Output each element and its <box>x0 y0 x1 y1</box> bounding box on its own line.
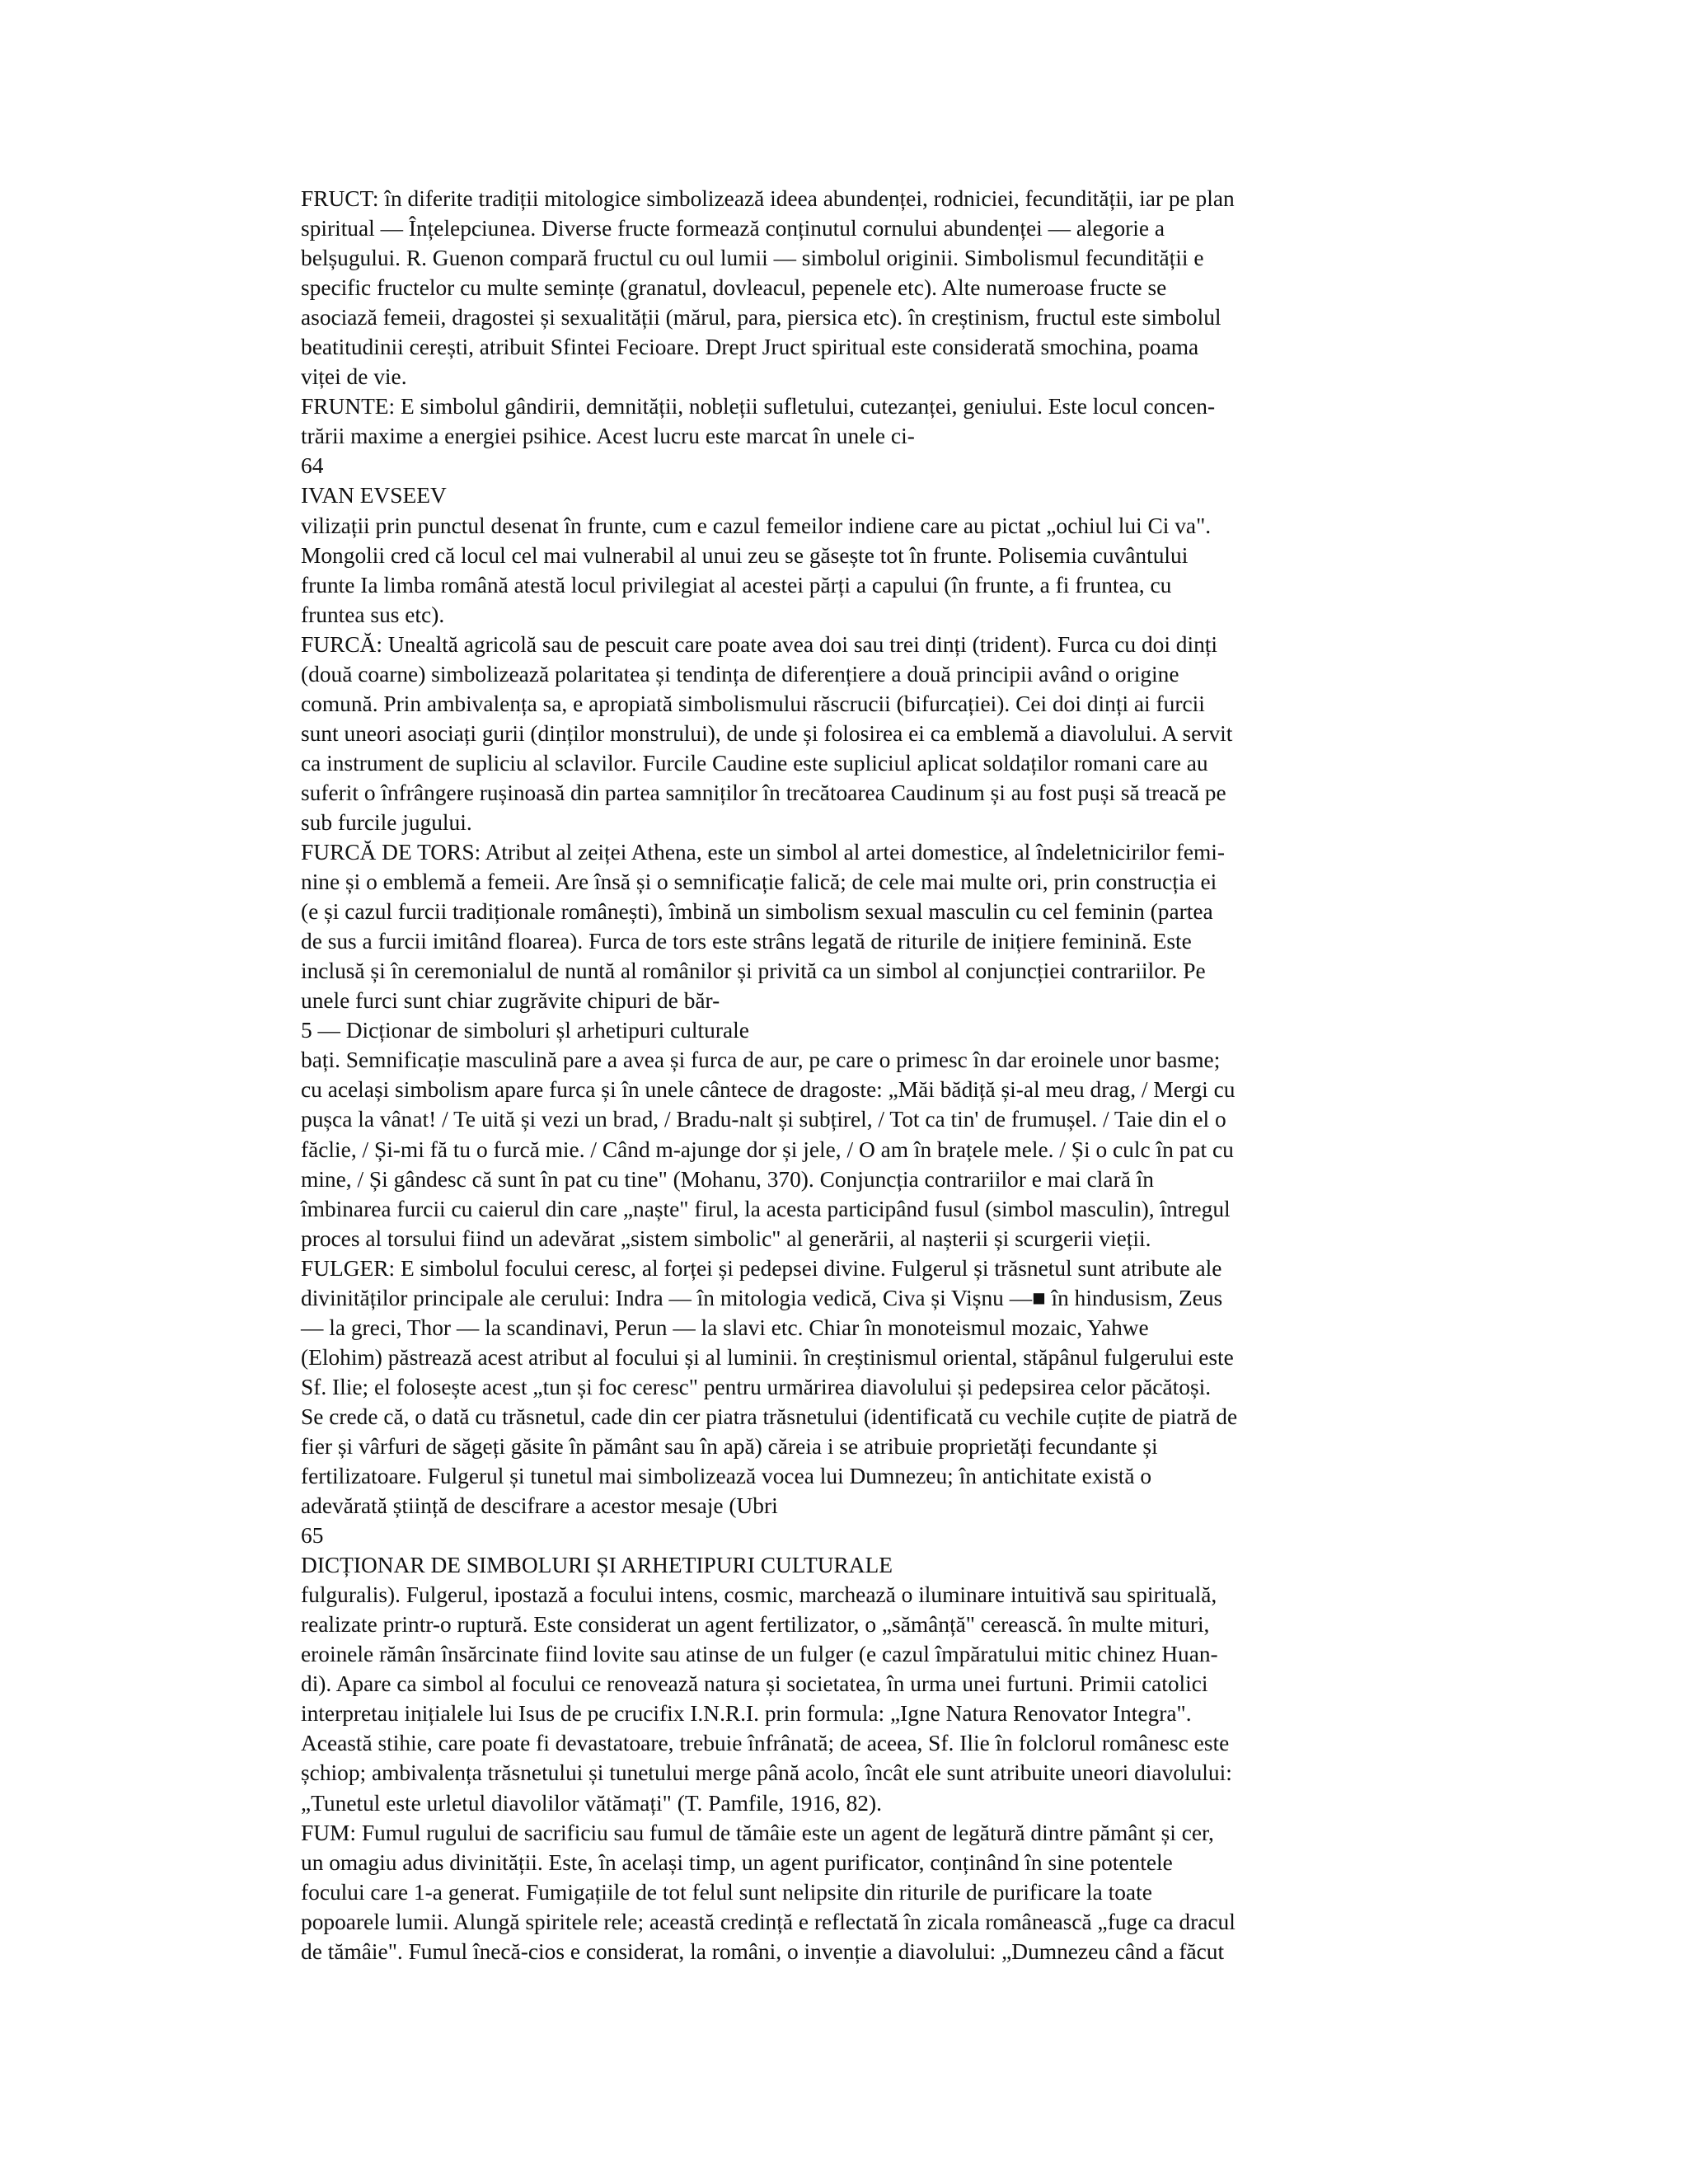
text-line: Sf. Ilie; el folosește acest „tun și foc ceresc" pentru urmărirea diavolului și pedepsirea celor păcătoși. <box>301 1374 1212 1399</box>
text-line: Se crede că, o dată cu trăsnetul, cade din cer piatra trăsnetului (identificată cu vechile cuțite de piatră de <box>301 1404 1238 1429</box>
text-line: vilizații prin punctul desenat în frunte, cum e cazul femeilor indiene care au pictat „ochiul lui Ci va". <box>301 513 1212 538</box>
text-line: popoarele lumii. Alungă spiritele rele; această credință e reflectată în zicala românească „fuge ca dracul <box>301 1909 1236 1934</box>
text-line: realizate printr-o ruptură. Este considerat un agent fertilizator, o „sămânță" cerească. în multe mituri, <box>301 1612 1210 1638</box>
text-line: comună. Prin ambivalența sa, e apropiată simbolismului răscrucii (bifurcației). Cei doi dinți ai furcii <box>301 691 1205 716</box>
text-line: (e și cazul furcii tradiționale românești), îmbină un simbolism sexual masculin cu cel feminin (partea <box>301 899 1213 925</box>
text-line: viței de vie. <box>301 364 407 390</box>
text-line: (Elohim) păstrează acest atribut al focului și al luminii. în creștinismul oriental, stăpânul fulgerului este <box>301 1344 1234 1370</box>
text-line: 65 <box>301 1523 324 1549</box>
text-line: FULGER: E simbolul focului ceresc, al forței și pedepsei divine. Fulgerul și trăsnetul sunt atribute ale <box>301 1255 1222 1281</box>
text-line: — la greci, Thor — la scandinavi, Perun — la slavi etc. Chiar în monoteismul mozaic, Yahwe <box>301 1315 1149 1340</box>
text-line: făclie, / Și-mi fă tu o furcă mie. / Când m-ajunge dor și jele, / O am în brațele mele. / Și o culc în pat cu <box>301 1137 1234 1162</box>
text-line: fertilizatoare. Fulgerul și tunetul mai simbolizează vocea lui Dumnezeu; în antichitate există o <box>301 1464 1152 1489</box>
text-line: „Tunetul este urletul diavolilor vătămați" (T. Pamfile, 1916, 82). <box>301 1790 882 1816</box>
document-page <box>301 184 1372 1966</box>
text-line: 64 <box>301 453 324 479</box>
text-line: trării maxime a energiei psihice. Acest lucru este marcat în unele ci- <box>301 424 915 449</box>
text-line: sub furcile jugului. <box>301 809 472 835</box>
text-line: adevărată știință de descifrare a acestor mesaje (Ubri <box>301 1493 778 1519</box>
text-line: inclusă și în ceremonialul de nuntă al românilor și privită ca un simbol al conjuncției contrariilor. Pe <box>301 958 1206 984</box>
text-line: belșugului. R. Guenon compară fructul cu oul lumii — simbolul originii. Simbolismul fecundității e <box>301 246 1204 271</box>
text-line: șchiop; ambivalența trăsnetului și tunetului merge până acolo, încât ele sunt atribuite uneori diavolului: <box>301 1760 1232 1786</box>
text-line: suferit o înfrângere rușinoasă din partea samniților în trecătoarea Caudinum și au fost puși să treacă pe <box>301 780 1226 805</box>
text-line: unele furci sunt chiar zugrăvite chipuri de băr- <box>301 988 720 1014</box>
text-line: spiritual — Înțelepciunea. Diverse fructe formează conținutul cornului abundenței — alegorie a <box>301 216 1165 241</box>
text-line: Mongolii cred că locul cel mai vulnerabil al unui zeu se găsește tot în frunte. Polisemia cuvântului <box>301 542 1189 568</box>
text-line: nine și o emblemă a femeii. Are însă și o semnificație falică; de cele mai multe ori, prin construcția ei <box>301 869 1217 895</box>
text-line: 5 — Dicționar de simboluri șl arhetipuri culturale <box>301 1018 749 1043</box>
text-line: fulguralis). Fulgerul, ipostază a focului intens, cosmic, marchează o iluminare intuitivă sau spirituală, <box>301 1582 1217 1608</box>
text-line: beatitudinii cerești, atribuit Sfintei Fecioare. Drept Jruct spiritual este considerată smochina, poama <box>301 335 1199 360</box>
text-line: ca instrument de supliciu al sclavilor. Furcile Caudine este supliciul aplicat soldaților romani care au <box>301 750 1208 776</box>
text-line: specific fructelor cu multe semințe (granatul, dovleacul, pepenele etc). Alte numeroase fructe se <box>301 275 1167 301</box>
text-line: di). Apare ca simbol al focului ce renovează natura și societatea, în urma unei furtuni. Primii catolici <box>301 1671 1208 1697</box>
text-line: fruntea sus etc). <box>301 602 445 627</box>
text-line: FRUCT: în diferite tradiții mitologice simbolizează ideea abundenței, rodniciei, fecundității, iar pe plan <box>301 186 1235 211</box>
text-line: FURCĂ DE TORS: Atribut al zeiței Athena, este un simbol al artei domestice, al îndeletnicirilor femi- <box>301 840 1226 865</box>
text-line: interpretau inițialele lui Isus de pe crucifix I.N.R.I. prin formula: „Igne Natura Renovator Integra". <box>301 1701 1192 1727</box>
text-line: un omagiu adus divinității. Este, în același timp, un agent purificator, conținând în sine potentele <box>301 1849 1173 1875</box>
text-line: bați. Semnificație masculină pare a avea și furca de aur, pe care o primesc în dar eroinele unor basme; <box>301 1047 1221 1073</box>
text-line: FUM: Fumul rugului de sacrificiu sau fumul de tămâie este un agent de legătură dintre pământ și cer, <box>301 1820 1214 1845</box>
text-line: FRUNTE: E simbolul gândirii, demnității, nobleții sufletului, cutezanței, geniului. Este locul concen- <box>301 394 1216 419</box>
text-line: IVAN EVSEEV <box>301 483 447 509</box>
text-line: focului care 1-a generat. Fumigațiile de tot felul sunt nelipsite din riturile de purificare la toate <box>301 1879 1152 1905</box>
text-line: eroinele rămân însărcinate fiind lovite sau atinse de un fulger (e cazul împăratului mitic chinez Huan- <box>301 1642 1218 1667</box>
text-line: cu același simbolism apare furca și în unele cântece de dragoste: „Măi bădiță și-al meu drag, / Mergi cu <box>301 1077 1236 1103</box>
text-line: de tămâie". Fumul înecă-cios e considerat, la români, o invenție a diavolului: „Dumnezeu când a făcut <box>301 1938 1225 1964</box>
text-line: FURCĂ: Unealtă agricolă sau de pescuit care poate avea doi sau trei dinți (trident). Furca cu doi dinți <box>301 631 1218 657</box>
text-line: mine, / Și gândesc că sunt în pat cu tine" (Mohanu, 370). Conjuncția contrariilor e mai clară în <box>301 1166 1154 1192</box>
text-line: (două coarne) simbolizează polaritatea și tendința de diferențiere a două principii având o origine <box>301 661 1179 687</box>
text-line: asociază femeii, dragostei și sexualității (mărul, para, piersica etc). în creștinism, fructul este simbolul <box>301 305 1221 330</box>
text-line: pușca la vânat! / Te uită și vezi un brad, / Bradu-nalt și subțirel, / Tot ca tin' de frumușel. / Taie din el o <box>301 1107 1226 1132</box>
text-line: de sus a furcii imitând floarea). Furca de tors este strâns legată de riturile de inițiere feminină. Este <box>301 929 1192 954</box>
text-line: DICȚIONAR DE SIMBOLURI ȘI ARHETIPURI CULTURALE <box>301 1553 893 1578</box>
text-line: Această stihie, care poate fi devastatoare, trebuie înfrânată; de aceea, Sf. Ilie în folclorul românesc este <box>301 1731 1230 1756</box>
text-line: sunt uneori asociați gurii (dinților monstrului), de unde și folosirea ei ca emblemă a diavolului. A servit <box>301 720 1233 746</box>
text-line: fier și vârfuri de săgeți găsite în pământ sau în apă) căreia i se atribuie proprietăți fecundante și <box>301 1433 1158 1459</box>
text-line: frunte Ia limba română atestă locul privilegiat al acestei părți a capului (în frunte, a fi fruntea, cu <box>301 572 1172 598</box>
text-line: îmbinarea furcii cu caierul din care „naște" firul, la acesta participând fusul (simbol masculin), întregul <box>301 1196 1231 1221</box>
text-line: divinităților principale ale cerului: Indra — în mitologia vedică, Civa și Vișnu —■ în hindusism, Zeus <box>301 1285 1223 1310</box>
text-line: proces al torsului fiind un adevărat „sistem simbolic" al generării, al nașterii și scurgerii vieții. <box>301 1226 1151 1251</box>
